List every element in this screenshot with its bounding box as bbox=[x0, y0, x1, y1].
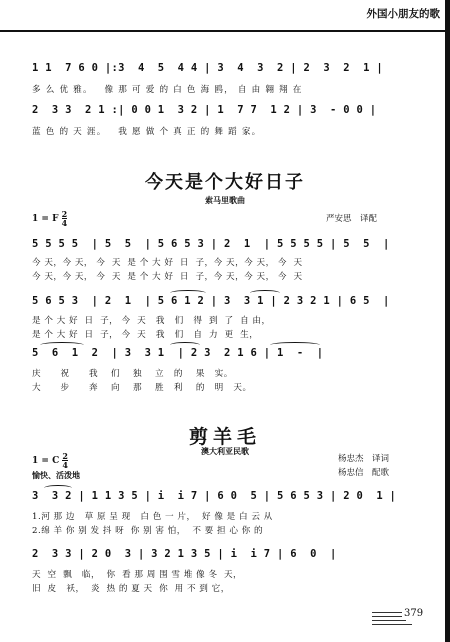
time-signature-top: 2 bbox=[62, 451, 68, 461]
key-signature bbox=[32, 452, 68, 469]
score-line-lyrics: 蓝 色 的 天 涯。 我 愿 做 个 真 正 的 舞 蹈 家。 bbox=[32, 127, 262, 137]
time-signature bbox=[62, 210, 68, 227]
score-line-lyrics: 是 个 大 好 日 子， 今 天 我 们 自 力 更 生， bbox=[32, 330, 259, 340]
time-signature-bottom: 4 bbox=[61, 218, 68, 228]
tempo-marking: 愉快、活泼地 bbox=[32, 471, 80, 480]
time-signature bbox=[62, 452, 68, 469]
key-label: 1 = C bbox=[32, 456, 60, 466]
music-credit: 杨忠信 配歌 bbox=[338, 468, 390, 478]
footer-decoration bbox=[372, 620, 406, 621]
page-header bbox=[0, 0, 450, 34]
song-credit: 严安思 译配 bbox=[326, 214, 378, 224]
score-line-lyrics: 旧 皮 袄， 炎 热 的 夏 天 你 用 不 到 它， bbox=[32, 584, 230, 594]
song-subtitle: 索马里歌曲 bbox=[205, 195, 245, 205]
time-signature-top: 2 bbox=[61, 209, 68, 219]
footer-decoration bbox=[372, 612, 402, 613]
key-signature bbox=[32, 210, 67, 227]
header-rule bbox=[0, 30, 450, 32]
score-line-lyrics: 是 个 大 好 日 子， 今 天 我 们 得 到 了 自 由， bbox=[32, 316, 271, 326]
time-signature-bottom: 4 bbox=[62, 460, 68, 470]
page-edge-bar bbox=[445, 0, 450, 642]
score-line-notes: 2 3 3 2 1 :| 0 0 1 3 2 | 1 7 7 1 2 | 3 - 0 0 | bbox=[32, 104, 377, 116]
score-line-lyrics: 天 空 飘 临， 你 看 那 周 围 雪 堆 像 冬 天， bbox=[32, 570, 243, 580]
song-title: 今天是个大好日子 bbox=[145, 172, 305, 193]
book-title: 外国小朋友的歌 bbox=[366, 8, 440, 20]
lyrics-credit: 杨忠杰 译词 bbox=[338, 454, 390, 464]
score-line-notes: 2 3 3 | 2 0 3 | 3 2 1 3 5 | i i 7 | 6 0 | bbox=[32, 548, 337, 560]
score-line-notes: 3 3 2 | 1 1 3 5 | i i 7 | 6 0 5 | 5 6 5 3 | 2 0 1 | bbox=[32, 490, 397, 502]
key-label: 1 = F bbox=[32, 214, 59, 224]
score-line-lyrics: 2.绵 羊 你 别 发 抖 呀 你 别 害 怕， 不 要 担 心 你 的 bbox=[32, 526, 264, 536]
score-line-lyrics: 大 步 奔 向 那 胜 利 的 明 天。 bbox=[32, 383, 252, 393]
score-line-notes: 5 6 5 3 | 2 1 | 5 6 1 2 | 3 3 1 | 2 3 2 1 | 6 5 | bbox=[32, 295, 390, 307]
score-line-lyrics: 今 天，今 天， 今 天 是 个 大 好 日 子，今 天，今 天， 今 天 bbox=[32, 272, 303, 282]
footer-decoration bbox=[372, 616, 402, 617]
score-line-lyrics: 1.河 那 边 草 原 呈 现 白 色 一 片， 好 像 是 白 云 从 bbox=[32, 512, 273, 522]
score-line-lyrics: 今 天，今 天， 今 天 是 个 大 好 日 子，今 天，今 天， 今 天 bbox=[32, 258, 303, 268]
score-line-notes: 1 1 7 6 0 |:3 4 5 4 4 | 3 4 3 2 | 2 3 2 1 | bbox=[32, 62, 383, 74]
score-line-notes: 5 5 5 5 | 5 5 | 5 6 5 3 | 2 1 | 5 5 5 5 | 5 5 | bbox=[32, 238, 390, 250]
score-line-lyrics: 多 么 优 雅。 像 那 可 爱 的 白 色 海 鸥， 自 由 翱 翔 在 bbox=[32, 85, 303, 95]
song-title: 剪羊毛 bbox=[188, 426, 261, 448]
footer-decoration bbox=[372, 624, 412, 625]
page-number: 379 bbox=[404, 608, 424, 619]
score-line-notes: 5 6 1 2 | 3 3 1 | 2 3 2 1 6 | 1 - | bbox=[32, 347, 324, 359]
score-line-lyrics: 庆 祝 我 们 独 立 的 果 实。 bbox=[32, 369, 233, 379]
song-subtitle: 澳大利亚民歌 bbox=[201, 446, 249, 456]
